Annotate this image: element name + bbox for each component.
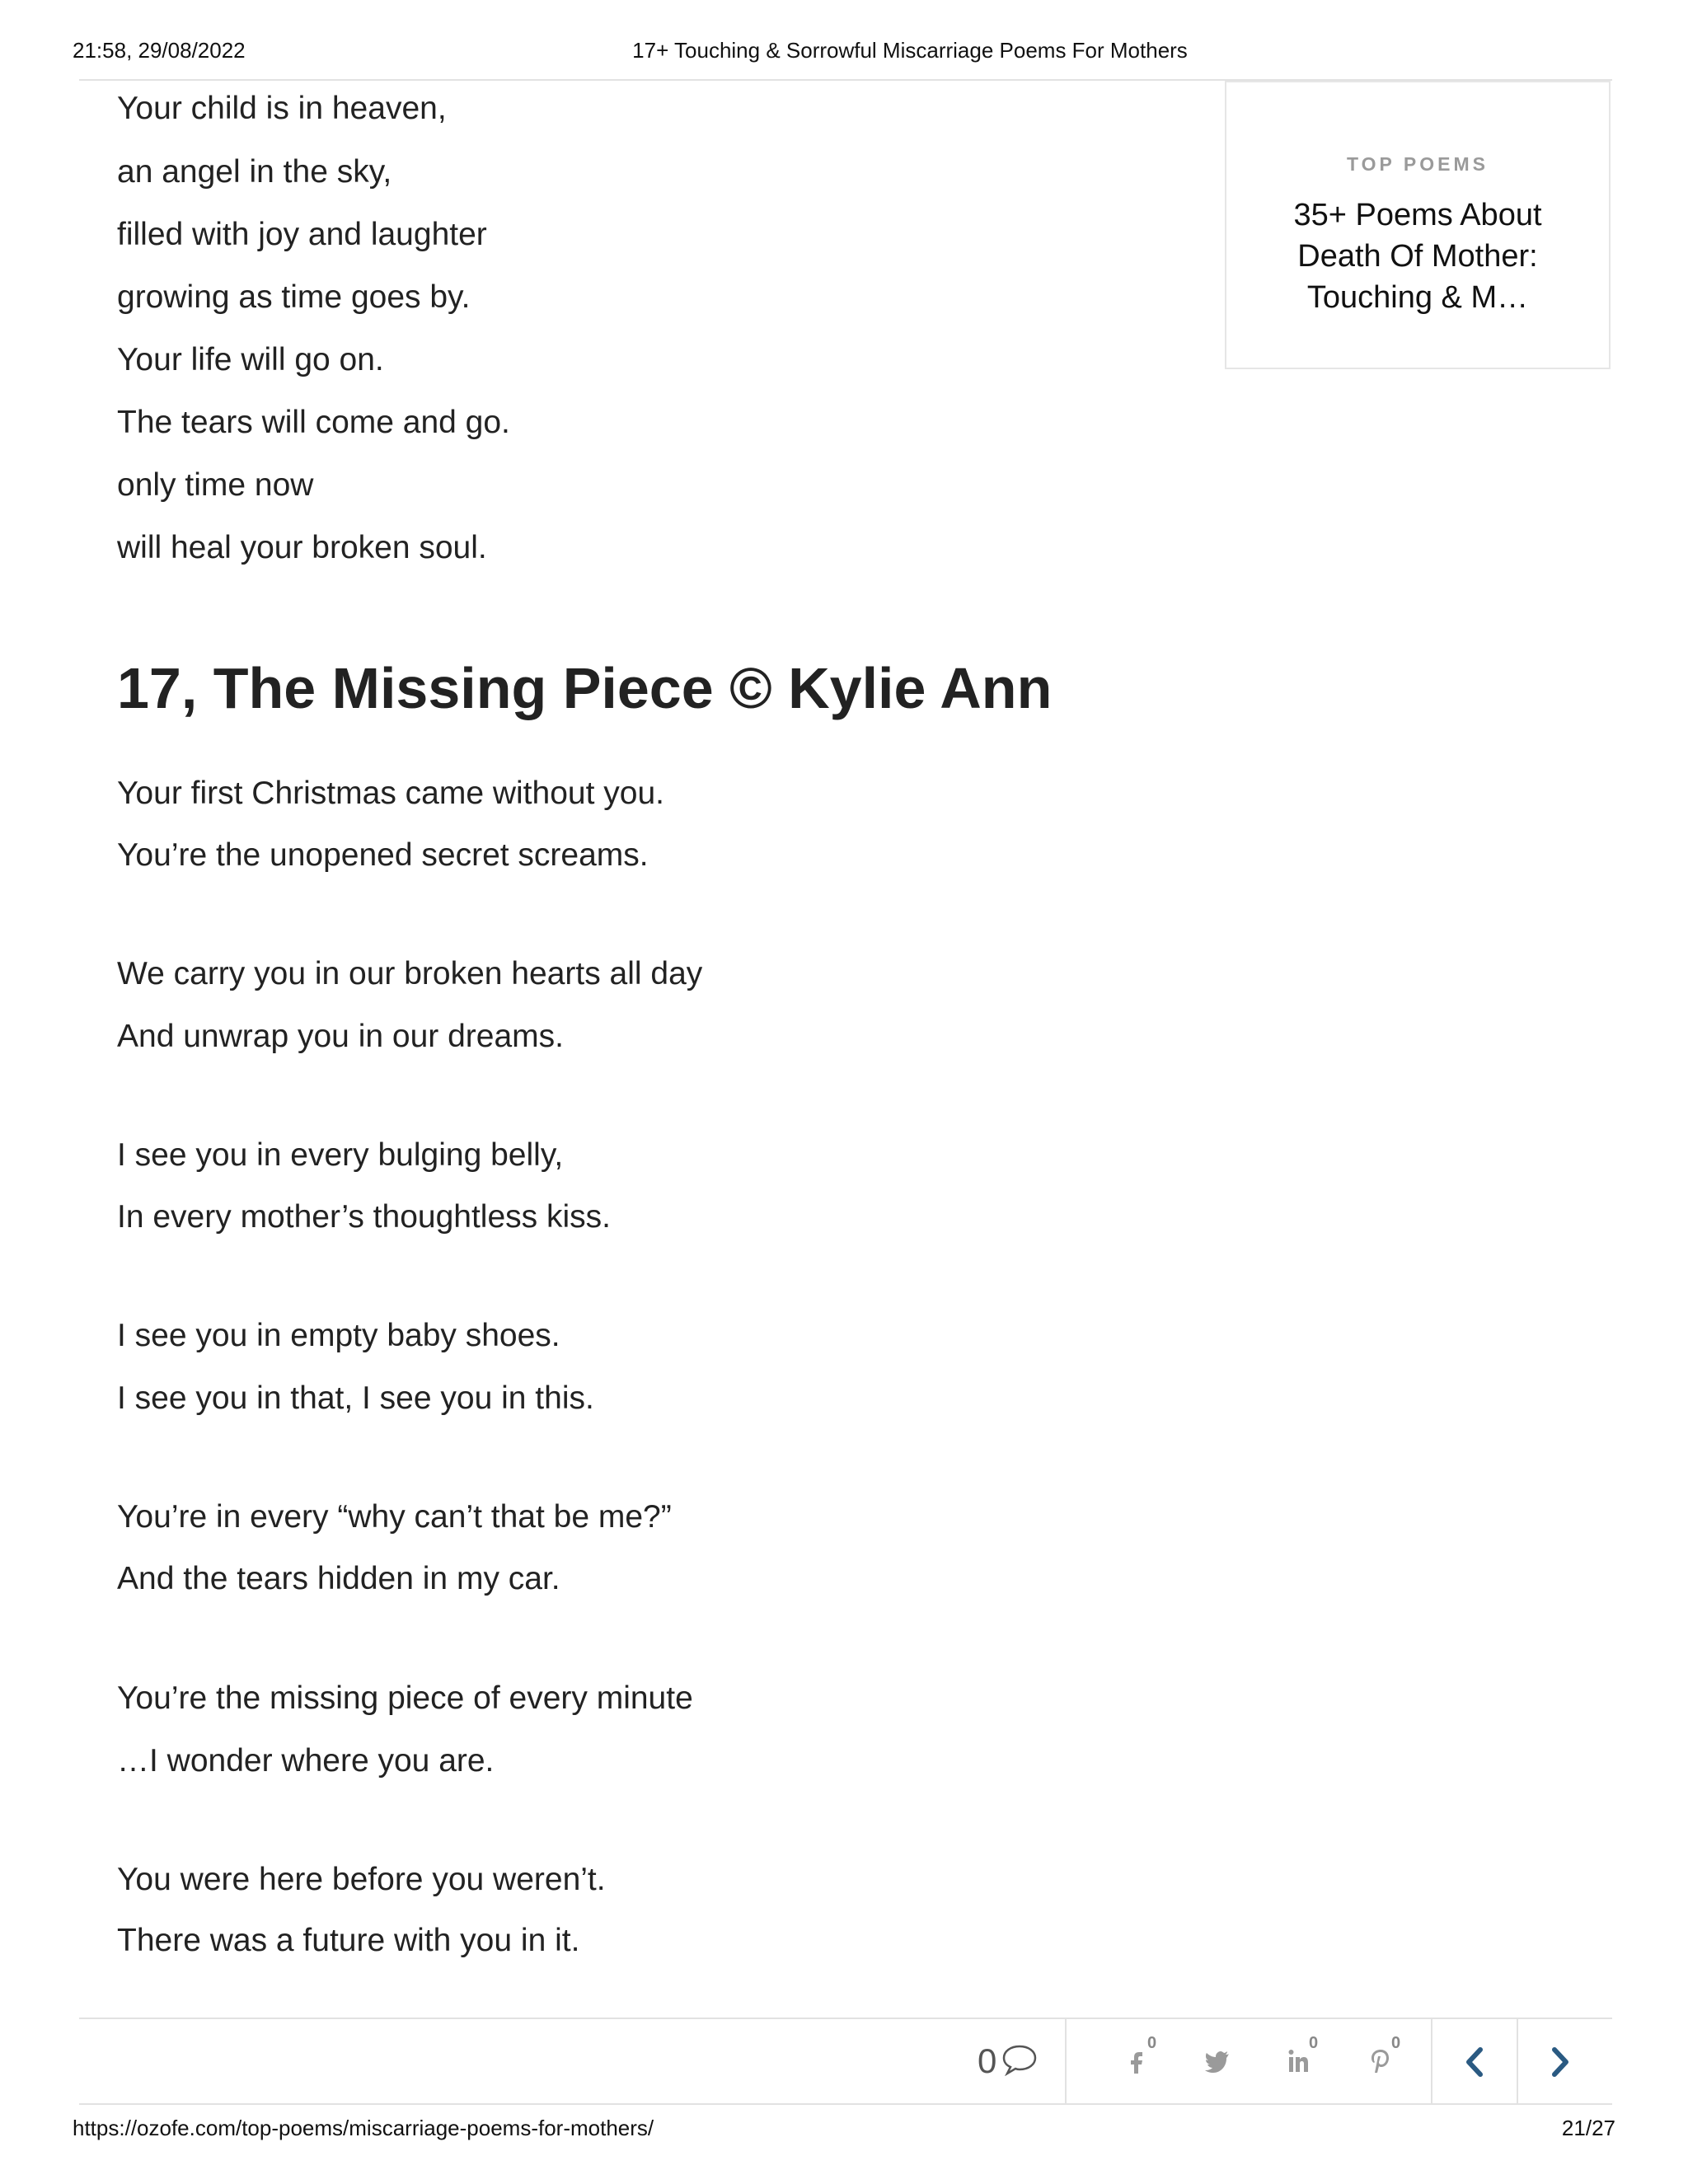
speech-bubble-icon xyxy=(1001,2043,1038,2080)
print-url: https://ozofe.com/top-poems/miscarriage-poems-for-mothers/ xyxy=(73,2116,654,2140)
poem-line: There was a future with you in it. xyxy=(117,1923,580,1958)
poem-line: You’re the missing piece of every minute xyxy=(117,1680,693,1716)
poem-line: …I wonder where you are. xyxy=(117,1743,495,1779)
top-poem-link[interactable]: 35+ Poems About Death Of Mother: Touching & M… xyxy=(1293,198,1542,315)
top-poems-widget xyxy=(1225,81,1611,369)
poem-line: We carry you in our broken hearts all day xyxy=(117,956,703,991)
poem-line: growing as time goes by. xyxy=(117,279,471,315)
print-page-number: 21/27 xyxy=(1561,2116,1615,2140)
linkedin-share-count: 0 xyxy=(1309,2034,1319,2052)
poem-line: You’re the unopened secret screams. xyxy=(117,837,649,873)
poem-line: I see you in empty baby shoes. xyxy=(117,1318,560,1353)
poem-line: Your life will go on. xyxy=(117,342,384,377)
poem-line: filled with joy and laughter xyxy=(117,217,487,252)
poem-line: I see you in that, I see you in this. xyxy=(117,1380,594,1416)
comment-count: 0 xyxy=(978,2041,997,2080)
print-timestamp: 21:58, 29/08/2022 xyxy=(73,38,246,63)
facebook-share-button[interactable] xyxy=(1109,2034,1167,2088)
twitter-share-button[interactable] xyxy=(1189,2034,1246,2088)
poem-line: The tears will come and go. xyxy=(117,405,510,440)
poem-line: Your first Christmas came without you. xyxy=(117,776,664,811)
poem-line: You were here before you weren’t. xyxy=(117,1862,606,1897)
poem-line: And unwrap you in our dreams. xyxy=(117,1019,564,1054)
next-page-button[interactable] xyxy=(1518,2018,1601,2105)
previous-page-button[interactable] xyxy=(1432,2018,1515,2105)
poem-title: 17, The Missing Piece © Kylie Ann xyxy=(117,656,1053,720)
toolbar-top-divider xyxy=(79,2018,1612,2019)
poem-line: And the tears hidden in my car. xyxy=(117,1561,560,1596)
linkedin-share-button[interactable] xyxy=(1271,2034,1329,2088)
poem-line: I see you in every bulging belly, xyxy=(117,1137,564,1173)
share-toolbar xyxy=(79,2018,1612,2105)
pinterest-share-button[interactable] xyxy=(1353,2034,1411,2088)
poem-line: You’re in every “why can’t that be me?” xyxy=(117,1499,672,1535)
toolbar-bottom-divider xyxy=(79,2103,1612,2105)
facebook-share-count: 0 xyxy=(1147,2034,1157,2052)
poem-line: In every mother’s thoughtless kiss. xyxy=(117,1199,611,1235)
poem-line: only time now xyxy=(117,467,314,503)
toolbar-divider xyxy=(1065,2018,1067,2105)
top-poems-label: TOP POEMS xyxy=(1347,153,1489,175)
print-header xyxy=(0,38,1688,71)
comments-button[interactable] xyxy=(978,2034,1038,2088)
poem-line: will heal your broken soul. xyxy=(117,530,487,565)
print-page-title: 17+ Touching & Sorrowful Miscarriage Poems For Mothers xyxy=(632,38,1188,63)
poem-line: an angel in the sky, xyxy=(117,154,392,190)
pinterest-share-count: 0 xyxy=(1391,2034,1401,2052)
poem-line: Your child is in heaven, xyxy=(117,91,447,126)
